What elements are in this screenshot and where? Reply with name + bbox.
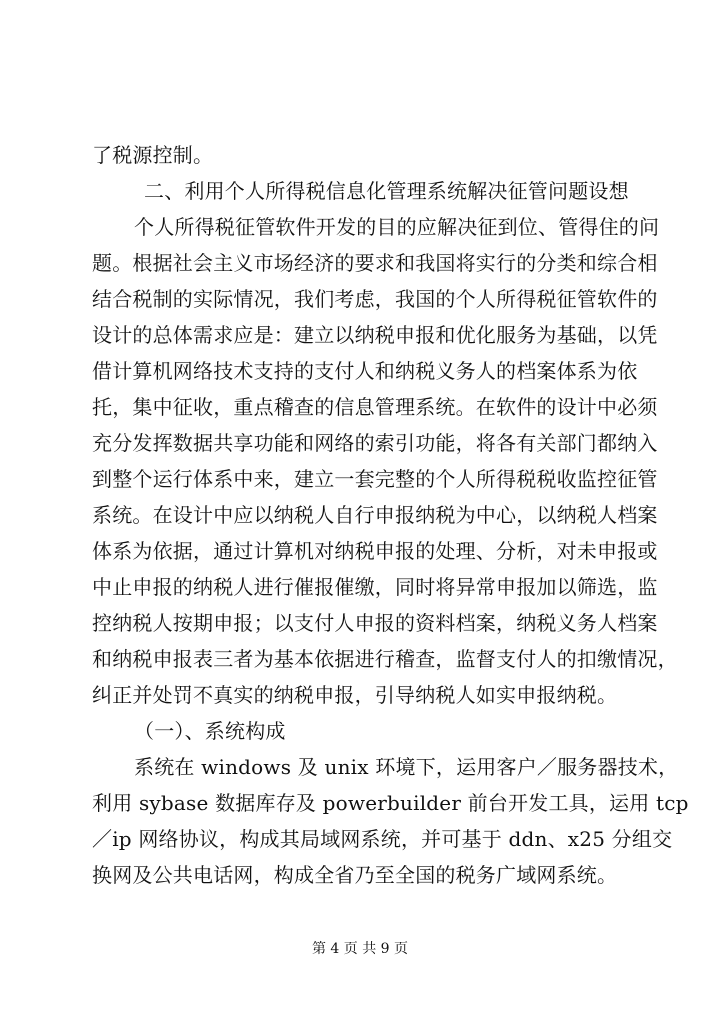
subsection-heading: （一）、系统构成	[134, 719, 286, 743]
paragraph-line: 体系为依据，通过计算机对纳税申报的处理、分析，对未申报或	[92, 539, 658, 563]
paragraph-line: 中止申报的纳税人进行催报催缴，同时将异常申报加以筛选，监	[92, 575, 658, 599]
paragraph-line: 控纳税人按期申报；以支付人申报的资料档案，纳税义务人档案	[92, 611, 658, 635]
paragraph-line: 借计算机网络技术支持的支付人和纳税义务人的档案体系为依	[92, 359, 638, 383]
paragraph-line: 和纳税申报表三者为基本依据进行稽查，监督支付人的扣缴情况，	[92, 647, 678, 671]
page-number-footer: 第 4 页 共 9 页	[311, 941, 409, 957]
paragraph-line: 题。根据社会主义市场经济的要求和我国将实行的分类和综合相	[92, 251, 658, 275]
paragraph-line: 到整个运行体系中来，建立一套完整的个人所得税税收监控征管	[92, 467, 658, 491]
paragraph-line: 纠正并处罚不真实的纳税申报，引导纳税人如实申报纳税。	[92, 683, 618, 707]
paragraph-line: ／ip 网络协议，构成其局域网系统，并可基于 ddn、x25 分组交	[92, 827, 673, 851]
paragraph-line: 个人所得税征管软件开发的目的应解决征到位、管得住的问	[134, 215, 660, 239]
paragraph-line: 利用 sybase 数据库存及 powerbuilder 前台开发工具，运用 tcp	[92, 791, 689, 815]
paragraph-line: 系统。在设计中应以纳税人自行申报纳税为中心，以纳税人档案	[92, 503, 658, 527]
paragraph-line: 充分发挥数据共享功能和网络的索引功能，将各有关部门都纳入	[92, 431, 658, 455]
paragraph-line: 托，集中征收，重点稽查的信息管理系统。在软件的设计中必须	[92, 395, 658, 419]
paragraph-line: 结合税制的实际情况，我们考虑，我国的个人所得税征管软件的	[92, 287, 658, 311]
paragraph-line: 设计的总体需求应是：建立以纳税申报和优化服务为基础，以凭	[92, 323, 658, 347]
section-heading: 二、利用个人所得税信息化管理系统解决征管问题设想	[144, 179, 629, 203]
paragraph-line: 换网及公共电话网，构成全省乃至全国的税务广域网系统。	[92, 863, 618, 887]
paragraph-line: 系统在 windows 及 unix 环境下，运用客户／服务器技术，	[134, 755, 679, 779]
paragraph-line: 了税源控制。	[92, 143, 214, 167]
